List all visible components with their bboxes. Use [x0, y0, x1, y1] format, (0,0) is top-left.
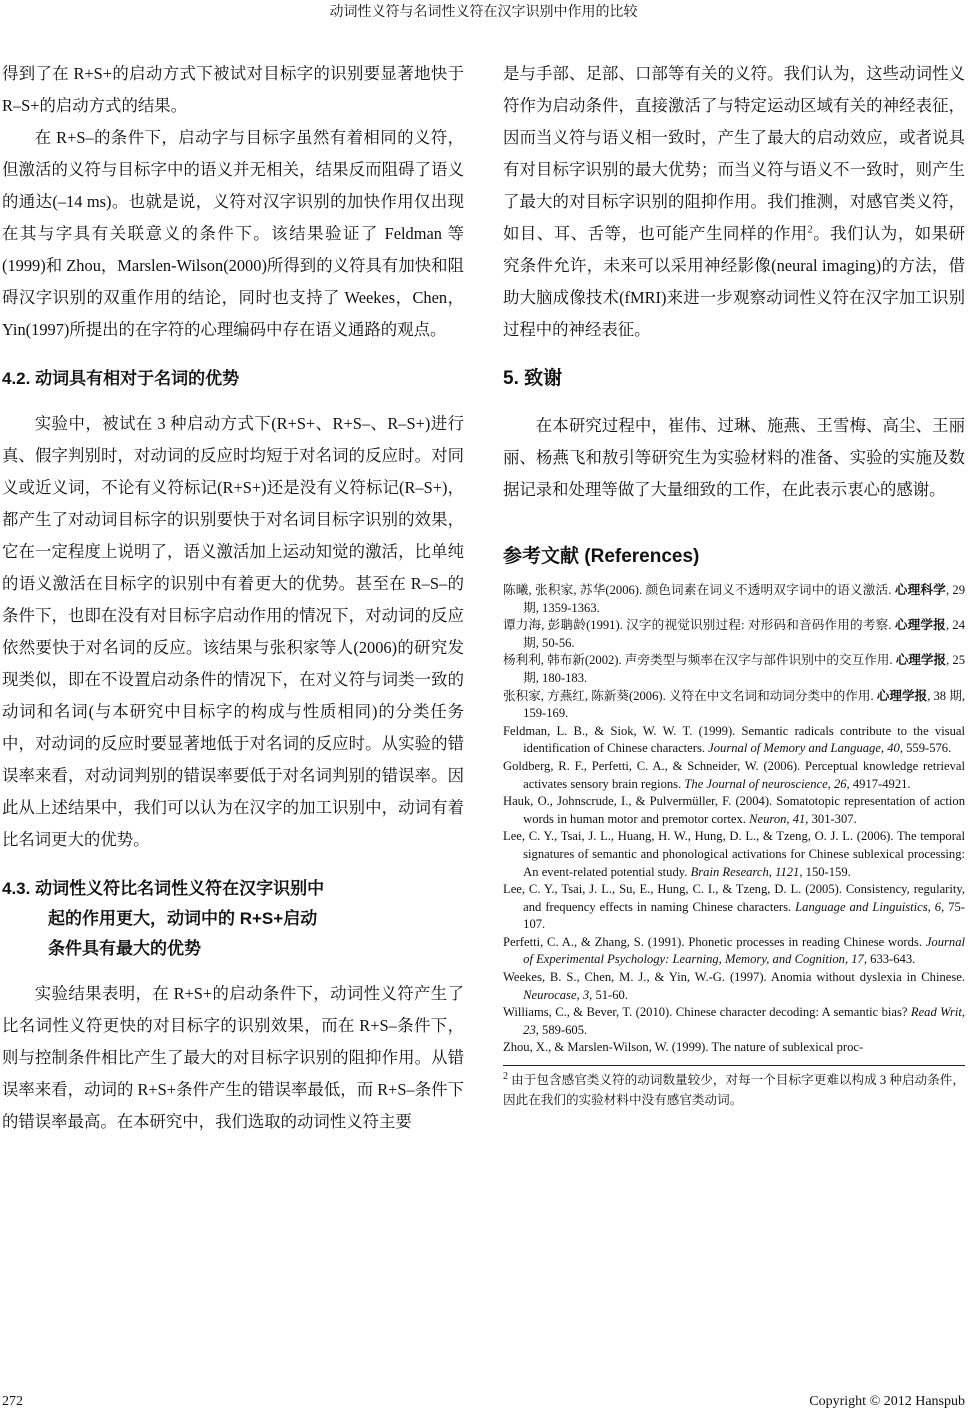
paragraph: 实验结果表明，在 R+S+的启动条件下，动词性义符产生了比名词性义符更快的对目标字的识别效果，而在 R+S–条件下，则与控制条件相比产生了最大的对目标字识别的阻抑作用。从错误率来看，动词的 R+S+条件产生的错误率最低，而 R+S–条件下的错误率最高。在本研究中，我们选取的动词性义符主要 [2, 984, 464, 1131]
reference-text: , 29 期, 1359-1363. [523, 583, 966, 615]
right-column [503, 40, 965, 1380]
reference-text: 谭力海, 彭聃龄(1991). 汉字的视觉识别过程: 对形码和音码作用的考察. [503, 618, 895, 633]
footnote-text: 由于包含感官类义符的动词数量较少，对每一个目标字更难以构成 3 种启动条件，因此在我们的实验材料中没有感官类动词。 [503, 1073, 965, 1108]
reference-text: 633-643. [867, 952, 916, 967]
heading-line: 起的作用更大，动词中的 R+S+启动 [48, 909, 318, 928]
reference-text: 张积家, 方燕红, 陈新葵(2006). 义符在中文名词和动词分类中的作用. [503, 688, 877, 703]
running-header: 动词性义符与名词性义符在汉字识别中作用的比较 [329, 5, 638, 20]
heading-line: 4.3. 动词性义符比名词性义符在汉字识别中 [2, 879, 325, 898]
reference-item [503, 758, 965, 793]
footnote-divider [503, 1065, 965, 1066]
text: 是与手部、足部、口部等有关的义符。我们认为，这些动词性义符作为启动条件，直接激活了与特定运动区域有关的神经表征，因而当义符与语义相一致时，产生了最大的启动效应，或者说具有对目标字识别的最大优势；而当义符与语义不一致时，则产生了最大的对目标字识别的阻抑作用。我们推测，对感官类义符，如目、耳、舌等，也可能产生同样的作用 [503, 64, 965, 243]
journal-name: The Journal of neuroscience, 26, [684, 776, 850, 791]
reference-item [503, 828, 965, 881]
journal-name: 心理学报 [894, 618, 946, 633]
reference-text: Hauk, O., Johnscrude, I., & Pulvermüller, F. (2004). Somatotopic representation of action words in human motor and premotor cortex. [503, 794, 965, 826]
reference-text: Goldberg, R. F., Perfetti, C. A., & Schneider, W. (2006). Perceptual knowledge retrieval activates sensory brain regions. [503, 758, 965, 791]
reference-item [503, 934, 965, 969]
section-heading: 4.2. 动词具有相对于名词的优势 [2, 369, 240, 388]
journal-name: 心理科学 [894, 583, 946, 597]
journal-name: 心理学报 [895, 653, 947, 668]
paragraph: 在本研究过程中，崔伟、过琳、施燕、王雪梅、高尘、王丽丽、杨燕飞和敖引等研究生为实验材料的准备、实验的实施及数据记录和处理等做了大量细致的工作，在此表示衷心的感谢。 [503, 416, 965, 499]
reference-text: , 24 期, 50-56. [523, 618, 966, 650]
reference-item [503, 688, 965, 723]
reference-text: Williams, C., & Bever, T. (2010). Chinese character decoding: A semantic bias? [503, 1005, 911, 1020]
reference-text: Weekes, B. S., Chen, M. J., & Yin, W.-G. (1997). Anomia without dyslexia in Chinese. [503, 970, 965, 985]
section-heading [2, 874, 464, 964]
reference-text: Feldman, L. B., & Siok, W. W. T. (1999). Semantic radicals contribute to the visual identification of Chinese characters. [503, 723, 965, 756]
text: 。我们认为，如果研究条件允许，未来可以采用神经影像(neural imaging)的方法，借助大脑成像技术(fMRI)来进一步观察动词性义符在汉字加工识别过程中的神经表征。 [503, 224, 966, 339]
reference-text: 301-307. [808, 811, 857, 826]
paragraph [503, 58, 965, 346]
reference-text: 陈曦, 张积家, 苏华(2006). 颜色词素在词义不透明双字词中的语义激活. [503, 583, 895, 597]
reference-item [503, 582, 965, 617]
journal-name: 心理学报 [876, 688, 928, 703]
reference-item [503, 1004, 965, 1039]
reference-text: 51-60. [592, 987, 628, 1002]
journal-name: Journal of Experimental Psychology: Learning, Memory, and Cognition, 17, [523, 934, 965, 967]
footnote [503, 1070, 965, 1110]
heading-line: 条件具有最大的优势 [48, 939, 201, 958]
footnote-ref[interactable]: 2 [807, 224, 813, 236]
reference-text: 杨利利, 韩布新(2002). 声旁类型与频率在汉字与部件识别中的交互作用. [503, 653, 896, 668]
reference-item [503, 793, 965, 828]
journal-name: Brain Research, 1121, [690, 864, 803, 879]
journal-name: Read Writ, 23, [523, 1005, 965, 1037]
references-heading: 参考文献 (References) [503, 546, 700, 567]
copyright: Copyright © 2012 Hanspub [809, 1394, 965, 1409]
reference-item [503, 617, 965, 652]
reference-item [503, 652, 965, 687]
journal-name: Neurocase, 3, [523, 987, 593, 1002]
reference-text: Perfetti, C. A., & Zhang, S. (1991). Phonetic processes in reading Chinese words. [503, 934, 926, 949]
paragraph: 得到了在 R+S+的启动方式下被试对目标字的识别要显著地快于 R–S+的启动方式的结果。 [2, 64, 464, 115]
reference-item [503, 881, 965, 934]
reference-text: 4917-4921. [849, 776, 911, 791]
page-number: 272 [2, 1394, 23, 1409]
reference-text: 559-576. [902, 741, 952, 756]
reference-text: 150-159. [802, 864, 851, 879]
reference-text: Zhou, X., & Marslen-Wilson, W. (1999). The nature of sublexical proc- [503, 1040, 864, 1055]
reference-text: Lee, C. Y., Tsai, J. L., Huang, H. W., Hung, D. L., & Tzeng, O. J. L. (2006). The temporal signatures of semantic and phonological activations for Chinese sublexical processing: An event-related potential study. [503, 829, 965, 879]
reference-list [503, 582, 965, 1057]
section-heading: 5. 致谢 [503, 368, 563, 389]
journal-name: Language and Linguistics, 6, [795, 899, 945, 914]
left-column [2, 40, 464, 1380]
paragraph: 实验中，被试在 3 种启动方式下(R+S+、R+S–、R–S+)进行真、假字判别时，对动词的反应时均短于对名词的反应时。对同义或近义词，不论有义符标记(R+S+)还是没有义符标记(R–S+)，都产生了对动词目标字的识别要快于对名词目标字识别的效果，它在一定程度上说明了，语义激活加上运动知觉的激活，比单纯的语义激活在目标字的识别中有着更大的优势。甚至在 R–S–的条件下，也即在没有对目标字启动作用的情况下，对动词的反应依然要快于对名词的反应。该结果与张积家等人(2006)的研究发现类似，即在不设置启动条件的情况下，在对义符与词类一致的动词和名词(与本研究中目标字的构成与性质相同)的分类任务中，对动词的反应时要显著地低于对名词的反应时。从实验的错误率来看，对动词判别的错误率要低于对名词判别的错误率。因此从上述结果中，我们可以认为在汉字的加工识别中，动词有着比名词更大的优势。 [2, 414, 464, 849]
reference-text: 75-107. [523, 899, 965, 932]
reference-text: , 25 期, 180-183. [523, 653, 966, 685]
reference-text: , 38 期, 159-169. [523, 688, 966, 721]
reference-item [503, 723, 965, 758]
reference-text: Lee, C. Y., Tsai, J. L., Su, E., Hung, C. I., & Tzeng, D. L. (2005). Consistency, regularity, and frequency effects in naming Chinese characters. [503, 882, 965, 914]
paragraph: 在 R+S–的条件下，启动字与目标字虽然有着相同的义符，但激活的义符与目标字中的语义并无相关，结果反而阻碍了语义的通达(–14 ms)。也就是说，义符对汉字识别的加快作用仅出现在其与字具有关联意义的条件下。该结果验证了 Feldman 等(1999)和 Zhou，Marslen-Wilson(2000)所得到的义符具有加快和阻碍汉字识别的双重作用的结论，同时也支持了 Weekes，Chen，Yin(1997)所提出的在字符的心理编码中存在语义通路的观点。 [2, 128, 464, 339]
journal-name: Neuron, 41, [749, 811, 809, 826]
footnote-mark: 2 [503, 1070, 508, 1082]
reference-item [503, 969, 965, 1004]
journal-name: Journal of Memory and Language, 40, [708, 741, 903, 756]
reference-item [503, 1039, 965, 1057]
reference-text: 589-605. [538, 1022, 588, 1037]
